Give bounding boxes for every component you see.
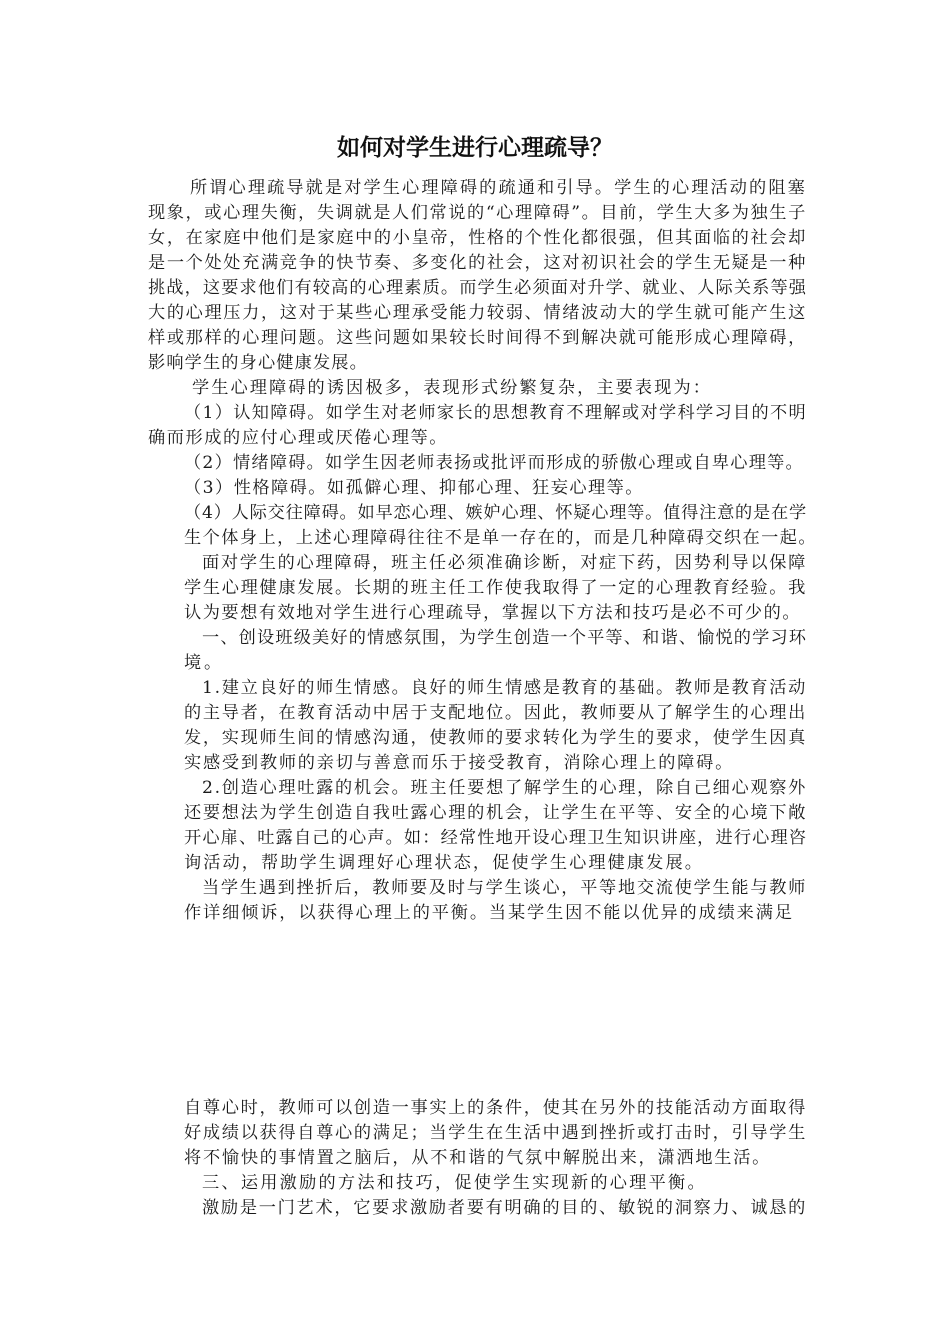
text-line: 询活动，帮助学生调理好心理状态，促使学生心理健康发展。 — [184, 853, 704, 873]
text-line: 学生心理障碍的诱因极多，表现形式纷繁复杂，主要表现为： — [192, 378, 712, 398]
text-line: 认为要想有效地对学生进行心理疏导，掌握以下方法和技巧是必不可少的。 — [184, 603, 802, 623]
text-line: 的主导者，在教育活动中居于支配地位。因此，教师要从了解学生的心理出 — [184, 703, 807, 723]
text-line: 将不愉快的事情置之脑后，从不和谐的气氛中解脱出来，潇洒地生活。 — [184, 1148, 772, 1168]
text-line: 还要想法为学生创造自我吐露心理的机会，让学生在平等、安全的心境下敞 — [184, 803, 807, 823]
text-line: 影响学生的身心健康发展。 — [148, 353, 368, 373]
document-title: 如何对学生进行心理疏导？ — [337, 135, 613, 161]
text-line: 女，在家庭中他们是家庭中的小皇帝，性格的个性化都很强，但其面临的社会却 — [148, 228, 807, 248]
text-line: 1.建立良好的师生情感。良好的师生情感是教育的基础。教师是教育活动 — [202, 678, 807, 698]
text-line: 自尊心时，教师可以创造一事实上的条件，使其在另外的技能活动方面取得 — [184, 1098, 807, 1118]
text-line: 作详细倾诉，以获得心理上的平衡。当某学生因不能以优异的成绩来满足 — [184, 903, 794, 923]
text-line: 学生心理健康发展。长期的班主任工作使我取得了一定的心理教育经验。我 — [184, 578, 807, 598]
text-line: 面对学生的心理障碍，班主任必须准确诊断，对症下药，因势利导以保障 — [202, 553, 808, 573]
text-line: 激励是一门艺术，它要求激励者要有明确的目的、敏锐的洞察力、诚恳的 — [202, 1198, 808, 1218]
text-line: 好成绩以获得自尊心的满足；当学生在生活中遇到挫折或打击时，引导学生 — [184, 1123, 807, 1143]
text-line: 三、运用激励的方法和技巧，促使学生实现新的心理平衡。 — [202, 1173, 707, 1193]
text-line: 一、创设班级美好的情感氛围，为学生创造一个平等、和谐、愉悦的学习环 — [202, 628, 808, 648]
text-line: （3）性格障碍。如孤僻心理、抑郁心理、狂妄心理等。 — [184, 478, 644, 498]
text-line: 所谓心理疏导就是对学生心理障碍的疏通和引导。学生的心理活动的阻塞 — [190, 178, 807, 198]
text-line: （4）人际交往障碍。如早恋心理、嫉妒心理、怀疑心理等。值得注意的是在学 — [184, 503, 807, 523]
text-line: 当学生遇到挫折后，教师要及时与学生谈心，平等地交流使学生能与教师 — [202, 878, 808, 898]
text-line: 开心扉、吐露自己的心声。如：经常性地开设心理卫生知识讲座，进行心理咨 — [184, 828, 808, 848]
text-line: 2.创造心理吐露的机会。班主任要想了解学生的心理，除自己细心观察外 — [202, 778, 807, 798]
text-line: 挑战，这要求他们有较高的心理素质。而学生必须面对升学、就业、人际关系等强 — [148, 278, 808, 298]
text-line: 现象，或心理失衡，失调就是人们常说的“心理障碍”。目前，学生大多为独生子 — [148, 203, 807, 223]
text-line: （2）情绪障碍。如学生因老师表扬或批评而形成的骄傲心理或自卑心理等。 — [184, 453, 804, 473]
text-line: 发，实现师生间的情感沟通，使教师的要求转化为学生的要求，使学生因真 — [184, 728, 807, 748]
text-line: 确而形成的应付心理或厌倦心理等。 — [148, 428, 448, 448]
text-line: 是一个处处充满竞争的快节奏、多变化的社会，这对初识社会的学生无疑是一种 — [148, 253, 807, 273]
text-line: 实感受到教师的亲切与善意而乐于接受教育，消除心理上的障碍。 — [184, 753, 735, 773]
text-line: 生个体身上，上述心理障碍往往不是单一存在的，而是几种障碍交织在一起。 — [184, 528, 817, 548]
text-line: 大的心理压力，这对于某些心理承受能力较弱、情绪波动大的学生就可能产生这 — [148, 303, 807, 323]
text-line: （1）认知障碍。如学生对老师家长的思想教育不理解或对学科学习目的不明 — [184, 403, 808, 423]
text-line: 境。 — [184, 653, 224, 673]
text-line: 样或那样的心理问题。这些问题如果较长时间得不到解决就可能形成心理障碍， — [148, 328, 807, 348]
